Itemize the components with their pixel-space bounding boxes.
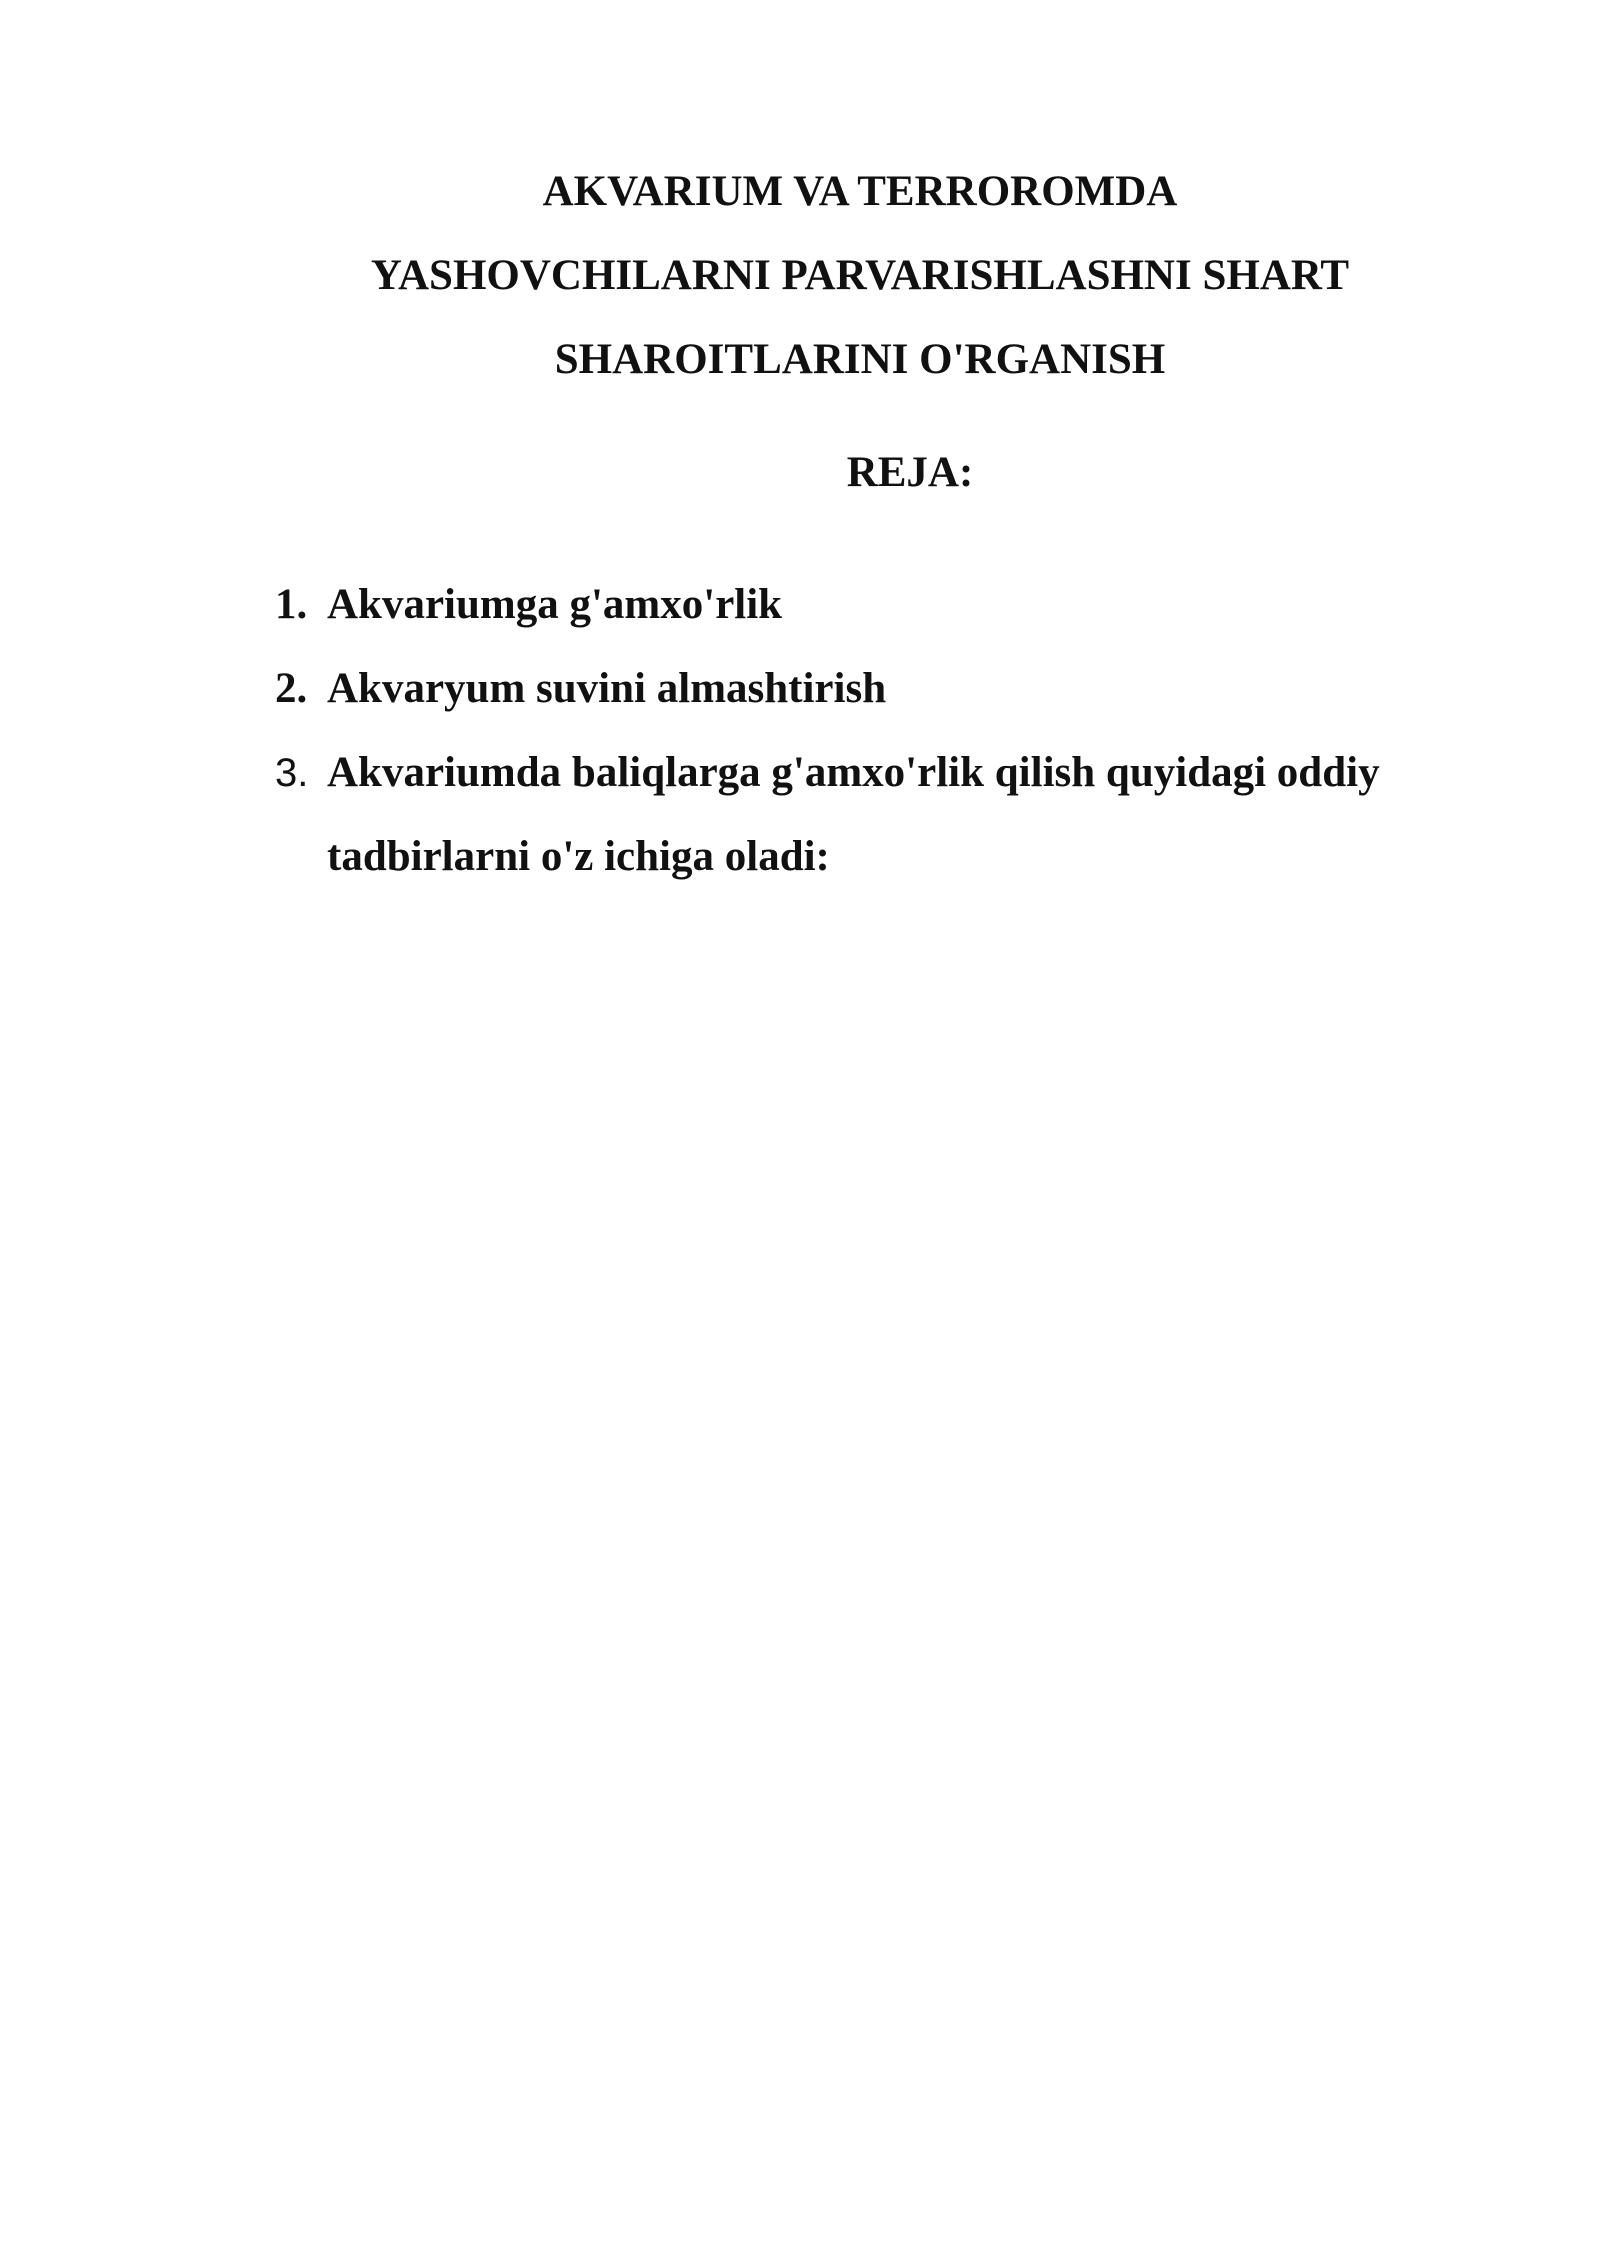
- document-title: [250, 150, 1470, 402]
- plan-item-number: 1.: [275, 581, 308, 628]
- plan-item-number: 2.: [275, 665, 308, 712]
- plan-item-3: [275, 731, 1475, 899]
- plan-item-number: 3.: [275, 751, 309, 795]
- title-line-2: YASHOVCHILARNI PARVARISHLASHNI SHART: [370, 252, 1350, 299]
- plan-item-1: [275, 563, 1475, 647]
- plan-item-text: Akvariumda baliqlarga g'amxo'rlik qilish quyidagi oddiy tadbirlarni o'z ichiga oladi:: [327, 749, 1380, 880]
- title-line-1: AKVARIUM VA TERROROMDA: [542, 168, 1178, 215]
- title-line-3: SHAROITLARINI O'RGANISH: [554, 336, 1166, 383]
- plan-item-2: [275, 647, 1475, 731]
- plan-item-text: Akvaryum suvini almashtirish: [327, 665, 887, 712]
- plan-item-text: Akvariumga g'amxo'rlik: [327, 581, 783, 628]
- plan-heading: REJA:: [846, 449, 974, 496]
- plan-list: [275, 563, 1475, 899]
